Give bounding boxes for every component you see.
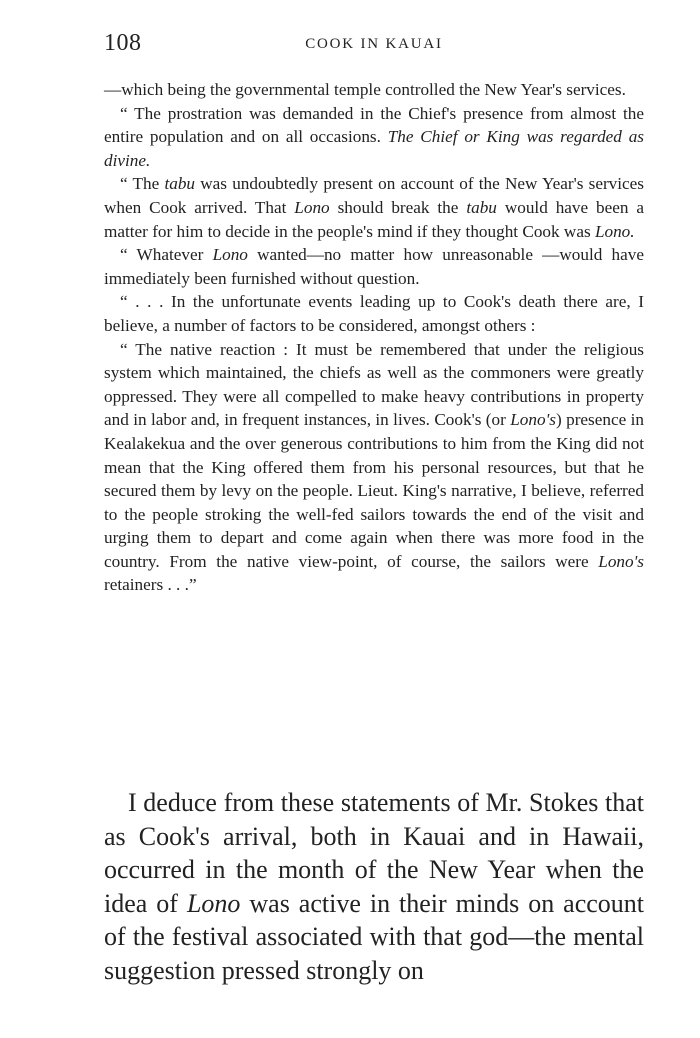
- page-number: 108: [104, 30, 142, 56]
- quote-text: should break the: [337, 197, 459, 217]
- body-text-run: I deduce from these statements of Mr. Stokes that as Cook's arrival, both in Kauai and in Hawaii, occurred in the month of the New Year when the idea of: [104, 788, 644, 918]
- quote-text: “ Whatever: [120, 245, 204, 265]
- quote-paragraph-4: [104, 243, 644, 290]
- quote-paragraph-6: [104, 338, 644, 598]
- quoted-passage: [104, 78, 644, 597]
- quote-italic: Lono.: [594, 221, 635, 241]
- quote-text: “ The: [120, 174, 160, 194]
- quote-paragraph-5: [104, 290, 644, 337]
- quote-paragraph-3: [104, 172, 644, 243]
- body-italic: Lono: [186, 888, 241, 918]
- quote-text: would have been a matter for him to decide in the people's mind if they thought Cook was: [104, 197, 645, 241]
- quote-text: —which being the governmental temple controlled the New Year's services.: [104, 80, 626, 99]
- quote-text: was undoubtedly present on account of the New Year's services when Cook arrived. That: [104, 174, 645, 217]
- quote-text: wanted—no matter how unreasonable —would have immediately been furnished without question.: [104, 245, 644, 288]
- quote-text: retainers . . .”: [104, 575, 197, 595]
- quote-italic: tabu: [466, 197, 497, 217]
- quote-italic: Lono's: [598, 551, 644, 571]
- quote-italic: Lono: [294, 197, 330, 217]
- quote-text: “ The native reaction : It must be remembered that under the religious system which maintained, the chiefs as well as the commoners were greatly oppressed. They were all compelled to make heavy contributions in property and in labor and, in frequent instances, in lives. Cook's (or: [104, 339, 644, 430]
- body-text: [104, 786, 644, 987]
- body-text-run: was active in their minds on account of the festival associated with that god—the mental suggestion pressed strongly on: [104, 888, 645, 985]
- quote-paragraph-2: [104, 102, 644, 173]
- quote-italic: The Chief or King was regarded as divine.: [104, 127, 644, 170]
- running-title: COOK IN KAUAI: [305, 36, 443, 52]
- body-paragraph: [104, 786, 644, 987]
- quote-text: “ The prostration was demanded in the Chief's presence from almost the entire population and on all occasions.: [104, 103, 644, 147]
- quote-italic: tabu: [164, 174, 196, 194]
- quote-italic: Lono's: [510, 410, 556, 430]
- quote-italic: Lono: [212, 245, 248, 265]
- page-header: [104, 30, 644, 60]
- quote-text: ) presence in Kealakekua and the over generous contributions to him from the King did not mean that the King offered them from his personal resources, but that he secured them by levy on the people. Lieut. King's narrative, I believe, referred to the people stroking the well-fed sailors towards the end of the visit and urging them to depart and come again when there was more food in the country. From the native view-point, of course, the sailors were: [104, 410, 644, 571]
- quote-text: “ . . . In the unfortunate events leading up to Cook's death there are, I believe, a number of factors to be considered, amongst others :: [104, 292, 644, 335]
- quote-paragraph-1: [104, 78, 644, 102]
